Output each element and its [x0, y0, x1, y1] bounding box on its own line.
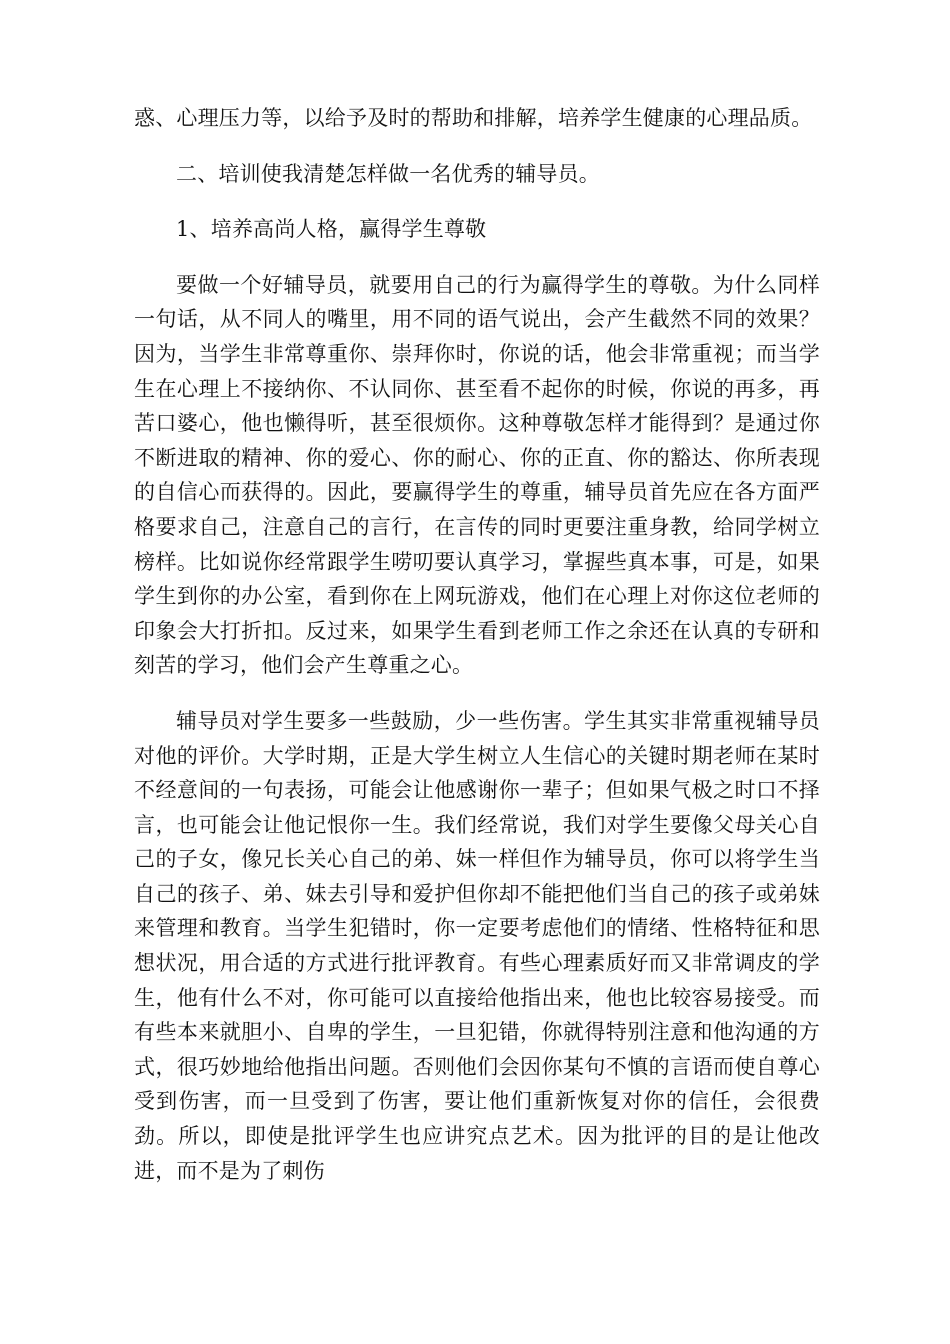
section-heading: 二、培训使我清楚怎样做一名优秀的辅导员。 [176, 161, 600, 186]
subsection-heading: 1、培养高尚人格，赢得学生尊敬 [176, 217, 487, 242]
paragraph-encouragement: 辅导员对学生要多一些鼓励，少一些伤害。学生其实非常重视辅导员对他的评价。大学时期，正是大学生树立人生信心的关键时期老师在某时不经意间的一句表扬，可能会让他感谢你一辈子；但如果气极之时口不择言，也可能会让他记恨你一生。我们经常说，我们对学生要像父母关心自己的子女，像兄长关心自己的弟、妹一样但作为辅导员，你可以将学生当自己的孩子、弟、妹去引导和爱护但你却不能把他们当自己的孩子或弟妹来管理和教育。当学生犯错时，你一定要考虑他们的情绪、性格特征和思想状况，用合适的方式进行批评教育。有些心理素质好而又非常调皮的学生，他有什么不对，你可能可以直接给他指出来，他也比较容易接受。而有些本来就胆小、自卑的学生，一旦犯错，你就得特别注意和他沟通的方式，很巧妙地给他指出问题。否则他们会因你某句不慎的言语而使自尊心受到伤害，而一旦受到了伤害，要让他们重新恢复对你的信任，会很费劲。所以，即使是批评学生也应讲究点艺术。因为批评的目的是让他改进，而不是为了刺伤 [134, 708, 820, 1183]
paragraph-respect: 要做一个好辅导员，就要用自己的行为赢得学生的尊敬。为什么同样一句话，从不同人的嘴里，用不同的语气说出，会产生截然不同的效果？因为，当学生非常尊重你、崇拜你时，你说的话，他会非常重视；而当学生在心理上不接纳你、不认同你、甚至看不起你的时候，你说的再多，再苦口婆心，他也懒得听，甚至很烦你。这种尊敬怎样才能得到？是通过你不断进取的精神、你的爱心、你的耐心、你的正直、你的豁达、你所表现的自信心而获得的。因此，要赢得学生的尊重，辅导员首先应在各方面严格要求自己，注意自己的言行，在言传的同时更要注重身教，给同学树立榜样。比如说你经常跟学生唠叨要认真学习，掌握些真本事，可是，如果学生到你的办公室，看到你在上网玩游戏，他们在心理上对你这位老师的印象会大打折扣。反过来，如果学生看到老师工作之余还在认真的专研和刻苦的学习，他们会产生尊重之心。 [134, 272, 820, 678]
paragraph-continuation: 惑、心理压力等，以给予及时的帮助和排解，培养学生健康的心理品质。 [134, 106, 813, 130]
document-body [134, 101, 820, 1188]
